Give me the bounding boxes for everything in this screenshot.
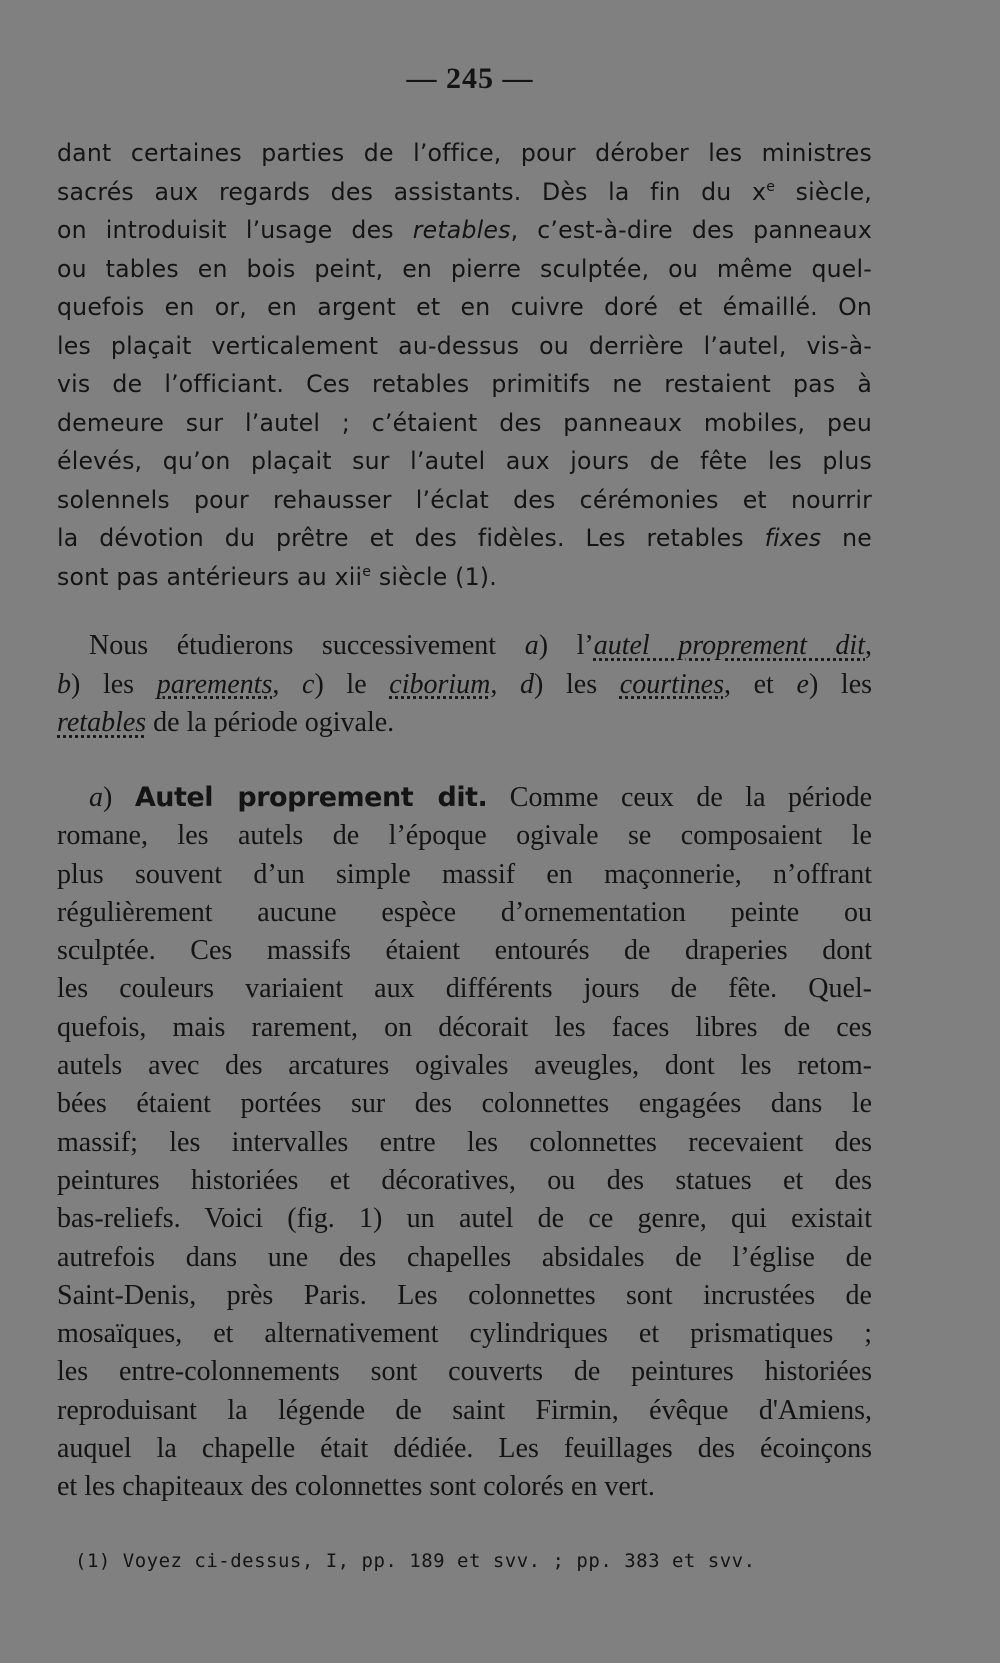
page-number: — 245 — (406, 62, 534, 95)
text-run: Comme ceux de la période (487, 782, 872, 813)
text-run: de la période ogivale. (146, 707, 395, 738)
text-line: vis de l’officiant. Ces retables primitifs ne restaient pas à (57, 370, 872, 398)
list-label: e (796, 668, 809, 700)
text-run: ) les (71, 668, 157, 700)
text-line: b) les parements, c) le ciborium, d) les courtines, et e) les (57, 668, 873, 700)
text-run: ) les (534, 668, 620, 700)
section-label: a (89, 782, 103, 813)
text-run: ) le (314, 668, 390, 700)
list-label: b (57, 668, 71, 700)
list-label: a (524, 630, 539, 661)
text-line (57, 704, 872, 743)
text-line: romane, les autels de l’époque ogivale se composaient le (57, 820, 872, 852)
text-line: autrefois dans une des chapelles absidales de l’église de (57, 1241, 872, 1273)
text-line: ou tables en bois peint, en pierre sculptée, ou même quel- (57, 254, 872, 283)
text-line: sculptée. Ces massifs étaient entourés de draperies dont (57, 935, 872, 967)
text-line: peintures historiées et décoratives, ou des statues et des (57, 1164, 872, 1196)
italic-term: retables (412, 216, 511, 244)
text-line: demeure sur l’autel ; c’étaient des panneaux mobiles, peu (57, 408, 872, 437)
text-line: et les chapiteaux des colonnettes sont colorés en vert. (57, 1471, 655, 1503)
text-line: les entre-colonnements sont couverts de peintures historiées (57, 1356, 872, 1388)
superscript: e (766, 178, 776, 195)
text-run: sacrés aux regards des assistants. Dès la fin du x (57, 177, 767, 206)
text-line: reproduisant la légende de saint Firmin, évêque d'Amiens, (57, 1394, 872, 1426)
italic-term: retables (57, 707, 147, 738)
paragraph-study-outline (57, 627, 872, 743)
italic-term: autel proprement dit (593, 630, 865, 661)
text-line: mosaïques, et alternativement cylindriques et prismatiques ; (57, 1318, 872, 1350)
text-line: régulièrement aucune espèce d’ornementation peinte ou (57, 896, 872, 928)
text-line (57, 519, 872, 558)
text-run: ) (103, 782, 135, 813)
text-line: autels avec des arcatures ogivales aveugles, dont les retom- (57, 1050, 872, 1082)
text-run: la dévotion du prêtre et des fidèles. Les retables (57, 524, 765, 552)
text-run: sont pas antérieurs au xii (57, 562, 363, 591)
text-line: dant certaines parties de l’office, pour dérober les ministres (57, 139, 872, 167)
superscript: e (362, 563, 372, 580)
text-line: bées étaient portées sur des colonnettes engagées dans le (57, 1088, 872, 1120)
italic-term: fixes (764, 524, 822, 552)
text-line: les plaçait verticalement au-dessus ou derrière l’autel, vis-à- (57, 331, 872, 360)
text-line: Nous étudierons successivement a) l’autel proprement dit, (89, 630, 872, 661)
text-line: massif; les intervalles entre les colonnettes recevaient des (57, 1126, 872, 1158)
text-run: , et (723, 668, 797, 700)
text-run: ne (821, 524, 872, 552)
text-run: on introduisit l’usage des (57, 216, 413, 244)
italic-term: ciborium (389, 668, 491, 700)
text-run: siècle (1). (371, 562, 497, 591)
list-label: c (302, 668, 315, 700)
text-line (57, 211, 872, 250)
text-line: quefois, mais rarement, on décorait les faces libres de ces (57, 1011, 872, 1043)
italic-term: parements (156, 668, 273, 700)
italic-term: courtines (619, 668, 724, 700)
text-line (57, 173, 872, 212)
text-line: Saint-Denis, près Paris. Les colonnettes sont incrustées de (57, 1279, 872, 1311)
text-line: élevés, qu’on plaçait sur l’autel aux jours de fête les plus (57, 447, 872, 475)
text-line: quefois en or, en argent et en cuivre doré et émaillé. On (57, 293, 872, 321)
text-run: siècle, (775, 177, 872, 206)
text-line (57, 779, 872, 817)
text-line (57, 558, 872, 597)
text-run: Nous étudierons successivement (89, 630, 525, 661)
paragraph-autel-proprement-dit (57, 779, 872, 1507)
section-heading: Autel proprement dit. (134, 782, 488, 813)
paragraph-retables-history (57, 134, 872, 596)
footnote: (1) Voyez ci-dessus, I, pp. 189 et svv. ; pp. 383 et svv. (75, 1550, 756, 1572)
text-run: ) l’ (538, 630, 594, 661)
text-line: solennels pour rehausser l’éclat des cérémonies et nourrir (57, 485, 872, 514)
text-line: les couleurs variaient aux différents jours de fête. Quel- (57, 973, 872, 1005)
text-line: plus souvent d’un simple massif en maçonnerie, n’offrant (57, 858, 872, 890)
text-run: , c’est-à-dire des panneaux (510, 216, 872, 244)
list-label: d (520, 668, 535, 700)
text-run: ) les (808, 668, 873, 700)
text-line: bas-reliefs. Voici (fig. 1) un autel de ce genre, qui existait (57, 1203, 872, 1235)
text-line: auquel la chapelle était dédiée. Les feuillages des écoinçons (57, 1433, 872, 1465)
